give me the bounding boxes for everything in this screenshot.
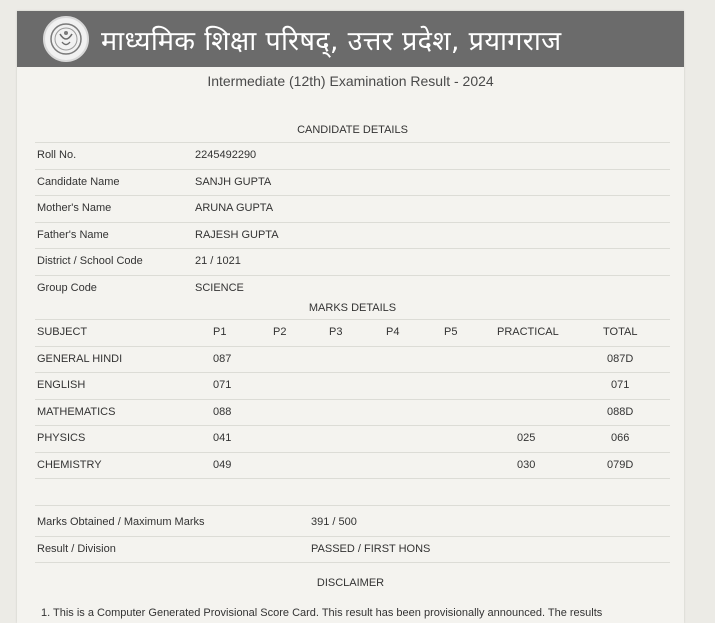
marks-row (35, 453, 670, 480)
marks-row (35, 373, 670, 400)
subject-name: PHYSICS (37, 432, 86, 444)
total-marks: 088D (607, 405, 634, 418)
p1-marks: 071 (213, 379, 232, 391)
total-marks: 071 (611, 379, 630, 391)
candidate-row (35, 249, 670, 276)
field-label: Candidate Name (37, 175, 120, 188)
field-value: ARUNA GUPTA (195, 202, 274, 214)
result-division-label: Result / Division (37, 542, 116, 555)
header-p4: P4 (386, 326, 400, 338)
up-government-emblem-icon (43, 16, 89, 62)
header-subject: SUBJECT (37, 326, 88, 338)
total-marks: 087D (607, 352, 634, 365)
p1-marks: 087 (213, 352, 232, 365)
header-p2: P2 (273, 326, 287, 338)
result-sheet (17, 11, 684, 623)
marks-row (35, 426, 670, 453)
header-total: TOTAL (603, 326, 638, 338)
field-label: Father's Name (37, 228, 109, 241)
disclaimer-text: 1. This is a Computer Generated Provisional Score Card. This result has been provisionally announced. The results (41, 607, 603, 619)
candidate-row (35, 170, 670, 197)
total-marks: 079D (607, 458, 634, 471)
subject-name: MATHEMATICS (37, 405, 116, 418)
board-name: माध्यमिक शिक्षा परिषद्, उत्तर प्रदेश, प्रयागराज (101, 25, 562, 57)
candidate-row (35, 223, 670, 250)
disclaimer-title: DISCLAIMER (316, 577, 385, 589)
header-practical: PRACTICAL (497, 326, 559, 338)
field-value: 21 / 1021 (195, 255, 241, 267)
p1-marks: 088 (213, 405, 232, 418)
subject-name: ENGLISH (37, 379, 86, 391)
marks-row (35, 400, 670, 427)
p1-marks: 049 (213, 458, 232, 471)
marks-details-section (35, 297, 670, 506)
field-label: District / School Code (37, 255, 143, 267)
field-value: 2245492290 (195, 149, 257, 161)
header-banner (17, 11, 684, 67)
p1-marks: 041 (213, 432, 232, 444)
subject-name: GENERAL HINDI (37, 352, 123, 365)
subject-name: CHEMISTRY (37, 458, 102, 471)
result-summary-section (35, 510, 670, 563)
marks-obtained-label: Marks Obtained / Maximum Marks (37, 516, 205, 528)
field-label: Mother's Name (37, 202, 112, 214)
field-value: RAJESH GUPTA (195, 228, 279, 241)
header-p3: P3 (329, 326, 343, 338)
header-p5: P5 (444, 326, 458, 338)
marks-obtained-value: 391 / 500 (311, 516, 357, 528)
practical-marks: 025 (517, 432, 536, 444)
field-label: Group Code (37, 281, 97, 294)
summary-row-result (35, 537, 670, 564)
marks-details-title: MARKS DETAILS (35, 297, 670, 320)
marks-header-row (35, 320, 670, 347)
candidate-row (35, 143, 670, 170)
field-value: SCIENCE (195, 281, 244, 294)
practical-marks: 030 (517, 458, 536, 471)
candidate-row (35, 196, 670, 223)
total-marks: 066 (611, 432, 630, 444)
candidate-details-title: CANDIDATE DETAILS (35, 118, 670, 143)
field-label: Roll No. (37, 149, 77, 161)
field-value: SANJH GUPTA (195, 175, 272, 188)
result-division-value: PASSED / FIRST HONS (311, 542, 431, 555)
candidate-details-section (35, 118, 670, 301)
marks-row (35, 347, 670, 374)
summary-row-marks (35, 510, 670, 537)
header-p1: P1 (213, 326, 227, 338)
exam-title: Intermediate (12th) Examination Result - 2024 (207, 73, 494, 89)
blank-row (35, 479, 670, 506)
